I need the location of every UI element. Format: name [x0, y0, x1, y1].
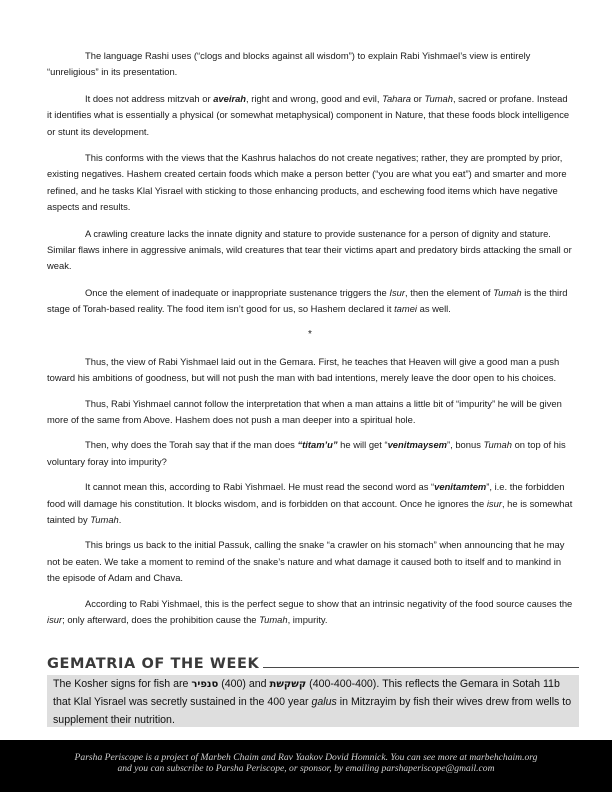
gematria-text-1: The Kosher signs for fish are — [53, 678, 192, 690]
text-run: . — [118, 513, 122, 525]
emphasis-text: isur — [486, 497, 502, 509]
text-run: ; only afterward, does the prohibition cause the — [62, 613, 260, 625]
text-run: Thus, Rabi Yishmael cannot follow the interpretation that when a man attains a little bit of “impurity” he will be given more of the same from Above. Hashem does not push a man deeper into a spiritual hole. — [47, 397, 562, 425]
paragraph — [47, 479, 573, 528]
emphasis-text: Tumah — [259, 613, 288, 625]
text-run: This conforms with the views that the Kashrus halachos do not create negatives; rather, they are prompted by prior, existing negatives. Hashem created certain foods which make a person better (“you are what you eat”) and smarter and more refined, and he tasks Klal Yisrael with sticking to those enhancing products, and eschewing food items which have negative aspects and results. — [47, 152, 567, 213]
gematria-galus: galus — [311, 695, 337, 708]
paragraph — [47, 437, 573, 470]
text-run: According to Rabi Yishmael, this is the perfect segue to show that an intrinsic negativity of the food source causes the — [85, 597, 573, 609]
emphasis-text: tamei — [394, 303, 417, 315]
text-run: It does not address mitzvah or — [85, 92, 214, 104]
gematria-hebrew-1: סנפיר — [191, 679, 219, 690]
emphasis-text: Tumah — [493, 286, 522, 298]
paragraph — [47, 226, 573, 275]
text-run: on top of his voluntary foray into impurity? — [47, 439, 566, 467]
paragraph — [47, 48, 573, 81]
gematria-text-3: (400-400-400). This reflects the Gemara in Sotah 11b that Klal Yisrael was secretly sustained in the 400 year — [53, 678, 560, 708]
emphasis-text: Tumah — [424, 92, 453, 104]
text-run: , he is somewhat tainted by — [47, 497, 573, 525]
paragraph — [47, 150, 573, 216]
text-run: The language Rashi uses (“clogs and blocks against all wisdom”) to explain Rabi Yishmael’s view is entirely “unreligious” in its presentation. — [47, 50, 531, 78]
text-run: ”, bonus — [447, 439, 484, 451]
footer-line-1: Parsha Periscope is a project of Marbeh Chaim and Rav Yaakov Dovid Homnick. You can see more at marbehchaim.org — [74, 752, 538, 763]
emphasis-text: “titam’u” — [297, 439, 338, 451]
footer-line-2: and you can subscribe to Parsha Periscope, or sponsor, by emailing parshaperiscope@gmail.com — [117, 763, 495, 774]
emphasis-text: Tumah — [483, 439, 512, 451]
footer — [0, 740, 612, 792]
paragraph — [47, 354, 573, 387]
gematria-box — [47, 675, 579, 727]
gematria-header — [47, 655, 579, 673]
paragraph-group-2 — [47, 354, 573, 629]
text-run: , sacred or profane. Instead it identifies what is essentially a physical (or somewhat metaphysical) component in Nature, that these foods block intelligence or stunt its development. — [47, 92, 570, 137]
gematria-text-4: in Mitzrayim by fish their wives drew from wells to supplement their nutrition. — [53, 695, 572, 726]
gematria-title: GEMATRIA OF THE WEEK — [47, 656, 260, 672]
text-run: Then, why does the Torah say that if the man does — [85, 439, 298, 451]
paragraph-group-1 — [47, 48, 573, 318]
gematria-hebrew-2: קשקשת — [269, 679, 307, 690]
section-separator: * — [308, 328, 312, 340]
text-run: , impurity. — [287, 613, 328, 625]
text-run: , right and wrong, good and evil, — [246, 92, 383, 104]
gematria-rule — [263, 667, 579, 668]
emphasis-text: venitmaysem — [387, 439, 448, 451]
emphasis-text: Tumah — [90, 513, 119, 525]
emphasis-text: isur — [47, 613, 63, 625]
text-run: or — [410, 92, 425, 104]
emphasis-text: aveirah — [213, 92, 247, 104]
paragraph — [47, 537, 573, 586]
text-run: Once the element of inadequate or inappropriate sustenance triggers the — [85, 286, 390, 298]
text-run: ”, i.e. the forbidden food will damage his constitution. It blocks wisdom, and is forbidden on that account. Once he ignores the — [47, 481, 565, 509]
text-run: A crawling creature lacks the innate dignity and stature to provide sustenance for a person of dignity and stature. Similar flaws inhere in aggressive animals, wild creatures that tear their victims apart and predatory birds attacking the small or weak. — [47, 227, 572, 272]
emphasis-text: venitamtem — [434, 481, 487, 493]
text-run: , then the element of — [405, 286, 494, 298]
paragraph — [47, 285, 573, 318]
gematria-text-2: (400) and — [218, 678, 270, 690]
paragraph — [47, 396, 573, 429]
text-run: as well. — [417, 303, 451, 315]
paragraph — [47, 91, 573, 140]
emphasis-text: Tahara — [382, 92, 411, 104]
text-run: It cannot mean this, according to Rabi Yishmael. He must read the second word as “ — [85, 481, 435, 493]
text-run: This brings us back to the initial Passuk, calling the snake “a crawler on his stomach” when announcing that he may not be eaten. We take a moment to remind of the snake’s nature and what damage it caused both to itself and to mankind in the episode of Adam and Chava. — [47, 539, 565, 584]
text-run: is the third stage of Torah-based reality. The food item isn’t good for us, so Hashem declared it — [47, 286, 568, 315]
text-run: Thus, the view of Rabi Yishmael laid out in the Gemara. First, he teaches that Heaven will give a good man a push toward his ambitions of goodness, but will not push the man with bad intentions, merely leave the door open to his choices. — [47, 355, 560, 384]
article-body — [47, 48, 573, 637]
emphasis-text: Isur — [389, 286, 406, 298]
paragraph — [47, 596, 573, 629]
text-run: he will get “ — [337, 439, 388, 451]
